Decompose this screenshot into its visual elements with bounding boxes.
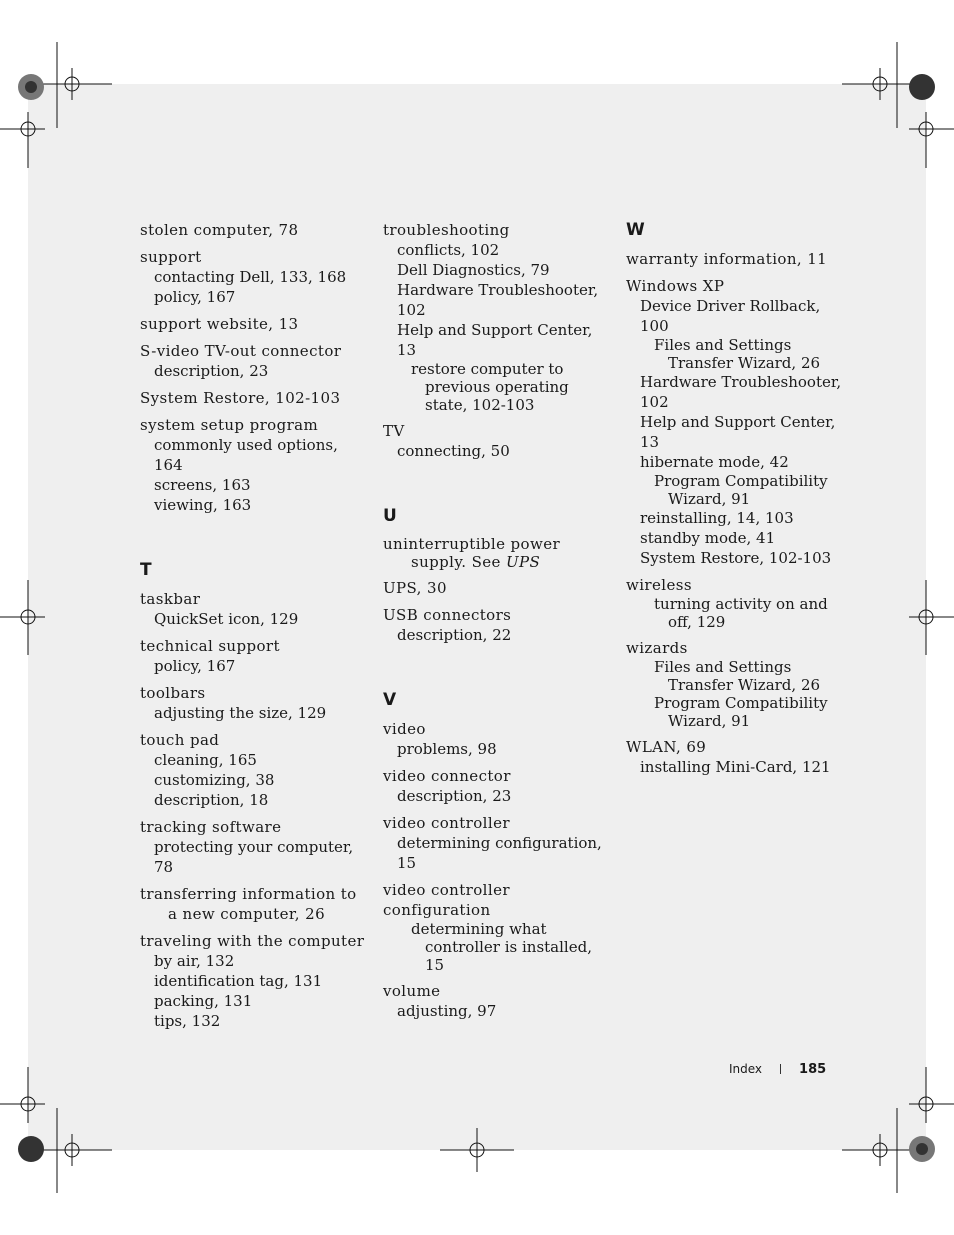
index-column-2 (383, 220, 608, 1028)
section-letter: T (140, 560, 152, 580)
index-subterm: protecting your computer, 78 (154, 838, 354, 876)
index-subterm: problems, 98 (397, 740, 497, 758)
index-subterm: restore computer to previous operating state, 102-103 (411, 360, 569, 414)
section-letter: V (383, 690, 397, 710)
index-entry (140, 415, 365, 515)
index-subterm: customizing, 38 (154, 771, 275, 789)
index-subterm: turning activity on and off, 129 (654, 595, 828, 631)
index-term: troubleshooting (383, 221, 510, 239)
index-term: wireless (626, 576, 692, 594)
index-subterm: reinstalling, 14, 103 (640, 509, 794, 527)
index-entry (140, 220, 365, 240)
index-term: taskbar (140, 590, 201, 608)
index-subterm: Files and Settings Transfer Wizard, 26 (654, 658, 821, 694)
index-term: touch pad (140, 731, 220, 749)
index-subterm: determining configuration, 15 (397, 834, 602, 872)
index-entry (140, 931, 365, 1031)
index-term: traveling with the computer (140, 932, 365, 950)
index-subterm: description, 22 (397, 626, 512, 644)
index-term: System Restore, 102-103 (140, 389, 341, 407)
index-term: support website, 13 (140, 315, 299, 333)
index-entry (383, 981, 608, 1021)
index-entry (383, 813, 608, 873)
index-subterm: commonly used options, 164 (154, 436, 338, 474)
index-subterm: description, 23 (397, 787, 512, 805)
index-subterm: conflicts, 102 (397, 241, 500, 259)
index-term: wizards (626, 639, 688, 657)
index-subterm: packing, 131 (154, 992, 253, 1010)
index-subterm: Hardware Troubleshooter, 102 (640, 373, 842, 411)
index-entry (140, 817, 365, 877)
index-entry (140, 589, 365, 629)
footer-divider (780, 1064, 781, 1074)
index-subterm: policy, 167 (154, 657, 236, 675)
index-subterm: Help and Support Center, 13 (397, 321, 593, 359)
index-subterm: determining what controller is installed, 15 (411, 920, 592, 974)
index-entry (383, 719, 608, 759)
index-entry (626, 575, 851, 631)
index-entry (140, 247, 365, 307)
index-subterm: description, 18 (154, 791, 269, 809)
index-subterm: screens, 163 (154, 476, 251, 494)
index-entry (626, 737, 851, 777)
index-term: toolbars (140, 684, 206, 702)
index-subterm: policy, 167 (154, 288, 236, 306)
index-term: volume (383, 982, 441, 1000)
index-subterm: tips, 132 (154, 1012, 221, 1030)
index-term: USB connectors (383, 606, 512, 624)
index-entry (383, 421, 608, 461)
index-term: transferring information to a new computer, 26 (140, 885, 357, 923)
index-subterm: standby mode, 41 (640, 529, 776, 547)
index-entry (383, 535, 608, 571)
index-entry (140, 636, 365, 676)
index-subterm: Device Driver Rollback, 100 (640, 297, 821, 335)
index-term: video (383, 720, 426, 738)
index-subterm: installing Mini-Card, 121 (640, 758, 831, 776)
index-term-text: uninterruptible power supply. (383, 535, 561, 571)
index-term: technical support (140, 637, 280, 655)
index-column-1 (140, 220, 365, 1038)
index-subterm: viewing, 163 (154, 496, 252, 514)
index-term: video connector (383, 767, 511, 785)
footer-section-label: Index (729, 1062, 763, 1076)
index-term: UPS, 30 (383, 579, 447, 597)
index-entry (383, 880, 608, 974)
page-footer (729, 1062, 826, 1077)
section-letter: W (626, 220, 645, 240)
index-entry (140, 683, 365, 723)
index-subterm: contacting Dell, 133, 168 (154, 268, 347, 286)
index-subterm: identification tag, 131 (154, 972, 323, 990)
index-entry (626, 638, 851, 730)
index-subterm: System Restore, 102-103 (640, 549, 832, 567)
index-subterm: Help and Support Center, 13 (640, 413, 836, 451)
index-term (383, 535, 608, 571)
index-subterm: hibernate mode, 42 (640, 453, 789, 471)
index-term: video controller configuration (383, 881, 510, 919)
index-subterm: QuickSet icon, 129 (154, 610, 299, 628)
see-label: See (471, 553, 501, 571)
index-subterm: connecting, 50 (397, 442, 510, 460)
index-entry (140, 884, 365, 924)
index-entry (140, 388, 365, 408)
index-entry (140, 341, 365, 381)
page-number: 185 (799, 1062, 827, 1077)
index-entry (626, 276, 851, 568)
index-subterm: by air, 132 (154, 952, 235, 970)
index-entry (626, 249, 851, 269)
index-subterm: Program Compatibility Wizard, 91 (654, 694, 828, 730)
index-term: video controller (383, 814, 510, 832)
index-entry (140, 730, 365, 810)
index-entry (383, 578, 608, 598)
index-entry (140, 314, 365, 334)
index-entry (383, 766, 608, 806)
index-term: S-video TV-out connector (140, 342, 342, 360)
index-subterm: adjusting the size, 129 (154, 704, 327, 722)
index-subterm: cleaning, 165 (154, 751, 257, 769)
index-subterm: description, 23 (154, 362, 269, 380)
see-reference: UPS (506, 553, 541, 571)
index-term: stolen computer, 78 (140, 221, 299, 239)
index-term: tracking software (140, 818, 282, 836)
index-subterm: Files and Settings Transfer Wizard, 26 (654, 336, 821, 372)
index-term: TV (383, 422, 405, 440)
index-subterm: adjusting, 97 (397, 1002, 497, 1020)
index-subterm: Program Compatibility Wizard, 91 (654, 472, 828, 508)
index-term: system setup program (140, 416, 319, 434)
index-term: WLAN, 69 (626, 738, 707, 756)
index-term: support (140, 248, 202, 266)
index-entry (383, 605, 608, 645)
index-subterm: Dell Diagnostics, 79 (397, 261, 550, 279)
index-entry (383, 220, 608, 414)
section-letter: U (383, 506, 397, 526)
index-column-3 (626, 220, 851, 784)
index-term: Windows XP (626, 277, 725, 295)
index-subterm: Hardware Troubleshooter, 102 (397, 281, 599, 319)
index-term: warranty information, 11 (626, 250, 828, 268)
